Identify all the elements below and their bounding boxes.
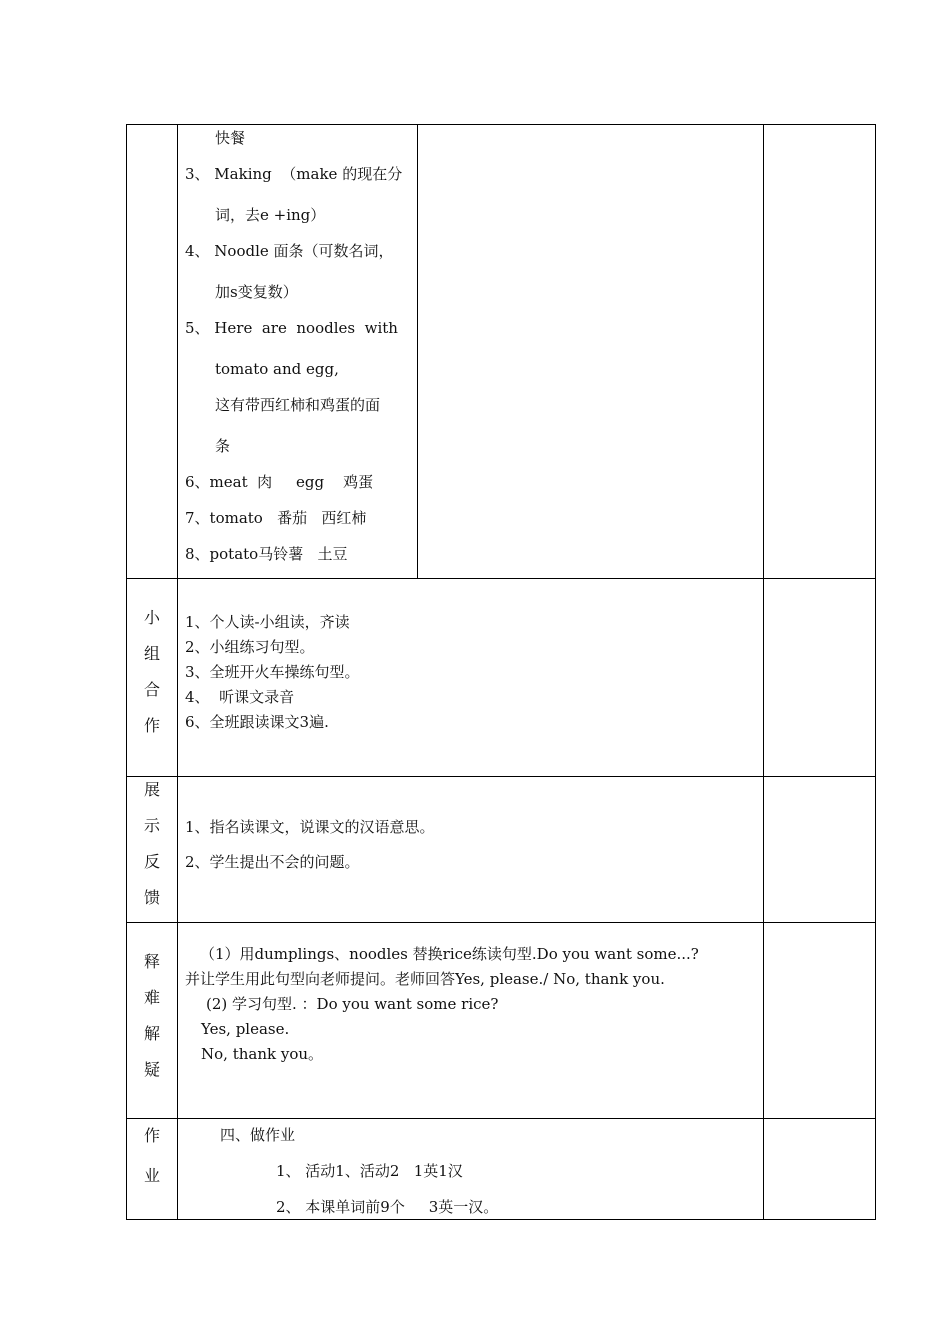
explanation-line: Yes, please. xyxy=(201,1020,290,1038)
row-divider xyxy=(126,578,876,579)
row-divider xyxy=(126,776,876,777)
table-border-right xyxy=(875,124,876,1220)
row-label-char: 小 xyxy=(143,608,160,627)
group-work-line: 3、全班开火车操练句型。 xyxy=(185,663,360,681)
vocab-line: 6、meat 肉 egg 鸡蛋 xyxy=(185,473,374,491)
vocab-line: tomato and egg, xyxy=(215,360,339,378)
vocab-line: 4、 Noodle 面条（可数名词， xyxy=(185,242,394,260)
vocab-line: 8、potato马铃薯 土豆 xyxy=(185,545,348,563)
vocab-line: 快餐 xyxy=(215,129,246,147)
row-label-char: 作 xyxy=(143,1126,160,1145)
row-label-char: 难 xyxy=(143,988,160,1007)
homework-line: 四、做作业 xyxy=(220,1126,296,1144)
explanation-line: （1）用dumplings、noodles 替换rice练读句型.Do you want some...? xyxy=(200,945,699,963)
row-label-char: 示 xyxy=(143,816,160,835)
feedback-line: 2、学生提出不会的问题。 xyxy=(185,853,360,871)
feedback-line: 1、指名读课文，说课文的汉语意思。 xyxy=(185,818,435,836)
row-label-char: 作 xyxy=(143,716,160,735)
row-label-char: 解 xyxy=(143,1024,160,1043)
row-label-char: 展 xyxy=(143,780,160,799)
notes-column-divider xyxy=(763,124,764,1220)
explanation-line: 并让学生用此句型向老师提问。老师回答Yes, please./ No, thank you. xyxy=(185,970,665,988)
table-border-top xyxy=(126,124,876,125)
label-column-divider xyxy=(177,124,178,1220)
explanation-line: (2) 学习句型. ：Do you want some rice? xyxy=(206,995,499,1013)
homework-line: 2、 本课单词前9个 3英一汉。 xyxy=(276,1198,499,1216)
homework-line: 1、 活动1、活动2 1英1汉 xyxy=(276,1162,463,1180)
row-label-char: 馈 xyxy=(143,888,160,907)
row-divider xyxy=(126,1118,876,1119)
group-work-line: 1、个人读-小组读，齐读 xyxy=(185,613,350,631)
explanation-line: No, thank you。 xyxy=(201,1045,324,1063)
vocab-line: 5、 Here are noodles with xyxy=(185,319,398,337)
vocab-line: 条 xyxy=(215,437,231,455)
row-label-char: 疑 xyxy=(143,1060,160,1079)
vocab-line: 词，去e +ing） xyxy=(215,206,326,224)
vocab-line: 加s变复数） xyxy=(215,283,298,301)
content-column-divider xyxy=(417,124,418,579)
vocab-line: 3、 Making （make 的现在分 xyxy=(185,165,403,183)
vocab-line: 7、tomato 番茄 西红柿 xyxy=(185,509,367,527)
row-divider xyxy=(126,922,876,923)
table-border-bottom xyxy=(126,1219,876,1220)
group-work-line: 4、 听课文录音 xyxy=(185,688,295,706)
table-border-left xyxy=(126,124,127,1220)
row-label-char: 释 xyxy=(143,952,160,971)
group-work-line: 6、全班跟读课文3遍. xyxy=(185,713,329,731)
row-label-char: 反 xyxy=(143,852,160,871)
row-label-char: 业 xyxy=(143,1166,160,1185)
row-label-char: 合 xyxy=(143,680,160,699)
group-work-line: 2、小组练习句型。 xyxy=(185,638,315,656)
vocab-line: 这有带西红柿和鸡蛋的面 xyxy=(215,396,381,414)
row-label-char: 组 xyxy=(143,644,160,663)
